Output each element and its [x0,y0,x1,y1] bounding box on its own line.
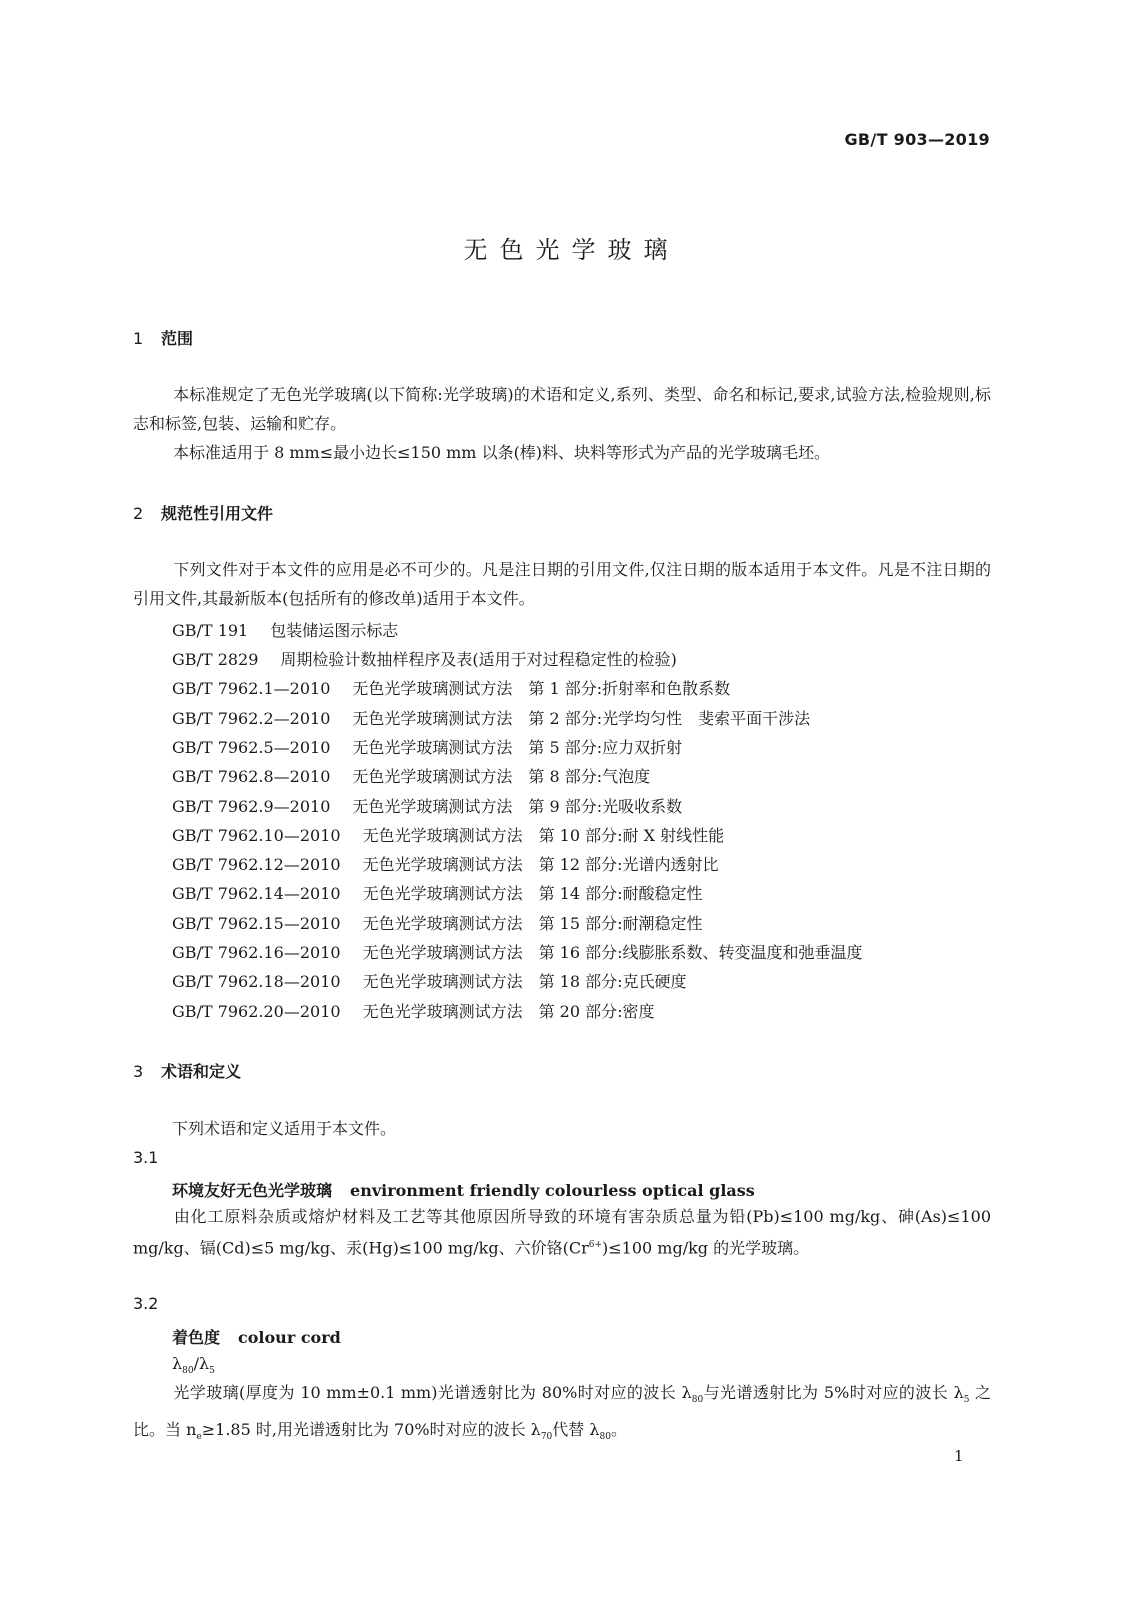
paragraph-text: 下列文件对于本文件的应用是必不可少的。凡是注日期的引用文件,仅注日期的版本适用于本文件。凡是不注日期的引用文件,其最新版本(包括所有的修改单)适用于本文件。 [133,560,991,608]
reference-code: GB/T 7962.16—2010 [172,943,341,962]
term-heading [172,1178,755,1201]
definition-text: 光学玻璃(厚度为 10 mm±0.1 mm)光谱透射比为 80%时对应的波长 λ [173,1383,692,1402]
reference-title: 周期检验计数抽样程序及表(适用于对过程稳定性的检验) [280,650,677,669]
document-code: GB/T 903—2019 [844,130,990,149]
term-definition [133,1202,991,1262]
term-number: 3.1 [133,1148,159,1167]
reference-item [172,852,719,875]
definition-text: 。 [610,1420,627,1440]
definition-text: 代替 λ [552,1420,600,1440]
term-english: environment friendly colourless optical glass [350,1181,755,1200]
definition-text: )≤100 mg/kg 的光学玻璃。 [602,1238,810,1258]
section-number: 1 [133,329,144,348]
reference-title: 无色光学玻璃测试方法 第 15 部分:耐潮稳定性 [362,914,703,933]
reference-code: GB/T 7962.12—2010 [172,855,341,874]
reference-code: GB/T 191 [172,621,249,640]
section-2-intro [133,555,991,613]
reference-title: 无色光学玻璃测试方法 第 8 部分:气泡度 [352,767,651,786]
reference-code: GB/T 7962.8—2010 [172,767,331,786]
definition-text: 之比。当 n [133,1383,991,1440]
reference-item [172,999,655,1022]
reference-title: 无色光学玻璃测试方法 第 14 部分:耐酸稳定性 [362,884,703,903]
reference-item [172,911,703,934]
reference-code: GB/T 7962.9—2010 [172,797,331,816]
term-heading [172,1325,341,1348]
definition-text: 由化工原料杂质或熔炉材料及工艺等其他原因所导致的环境有害杂质总量为铅(Pb)≤100 mg/kg、砷(As)≤100 mg/kg、镉(Cd)≤5 mg/kg、汞(Hg)≤100 mg/kg、六价铬(Cr [133,1207,991,1258]
section-title: 术语和定义 [161,1062,242,1081]
subscript: 5 [209,1366,215,1377]
symbol-text: /λ [193,1354,210,1373]
symbol-text: λ [172,1354,183,1373]
reference-title: 无色光学玻璃测试方法 第 10 部分:耐 X 射线性能 [362,826,725,845]
reference-title: 无色光学玻璃测试方法 第 5 部分:应力双折射 [352,738,683,757]
reference-item [172,647,677,670]
section-title: 范围 [161,329,194,348]
reference-item [172,764,650,787]
subscript: 5 [963,1395,970,1406]
reference-item [172,969,687,992]
section-number: 3 [133,1062,144,1081]
reference-title: 包装储运图示标志 [270,621,399,640]
term-chinese: 环境友好无色光学玻璃 [172,1181,333,1200]
reference-title: 无色光学玻璃测试方法 第 20 部分:密度 [362,1002,655,1021]
reference-item [172,618,398,641]
reference-item [172,794,682,817]
paragraph-text: 本标准规定了无色光学玻璃(以下简称:光学玻璃)的术语和定义,系列、类型、命名和标记,要求,试验方法,检验规则,标志和标签,包装、运输和贮存。 [133,385,991,433]
section-1-paragraph-1 [133,380,991,438]
reference-item [172,823,724,846]
definition-text: ≥1.85 时,用光谱透射比为 70%时对应的波长 λ [201,1420,541,1440]
reference-code: GB/T 7962.5—2010 [172,738,331,757]
term-definition [133,1378,991,1452]
section-number: 2 [133,504,144,523]
section-3-heading [133,1059,241,1082]
section-2-heading [133,501,273,524]
reference-code: GB/T 7962.18—2010 [172,972,341,991]
reference-code: GB/T 7962.2—2010 [172,709,331,728]
section-title: 规范性引用文件 [161,504,274,523]
reference-code: GB/T 2829 [172,650,259,669]
subscript: 70 [540,1432,553,1443]
section-3-intro: 下列术语和定义适用于本文件。 [172,1119,397,1138]
reference-item [172,706,810,729]
reference-item [172,940,863,963]
superscript: 6+ [588,1240,602,1250]
subscript: 80 [691,1395,704,1406]
subscript: 80 [182,1366,194,1377]
term-symbol [172,1354,215,1376]
reference-item [172,735,682,758]
section-1-paragraph-2 [133,438,991,467]
reference-item [172,881,703,904]
subscript: 80 [599,1432,611,1443]
paragraph-text: 本标准适用于 8 mm≤最小边长≤150 mm 以条(棒)料、块料等形式为产品的光学玻璃毛坯。 [173,443,831,462]
page-number: 1 [954,1447,964,1465]
document-title: 无色光学玻璃 [463,236,680,264]
reference-code: GB/T 7962.20—2010 [172,1002,341,1021]
reference-code: GB/T 7962.15—2010 [172,914,341,933]
subscript: e [196,1432,202,1443]
reference-code: GB/T 7962.14—2010 [172,884,341,903]
reference-title: 无色光学玻璃测试方法 第 18 部分:克氏硬度 [362,972,687,991]
reference-code: GB/T 7962.1—2010 [172,679,331,698]
term-chinese: 着色度 [172,1328,221,1347]
term-english: colour cord [238,1328,341,1347]
reference-title: 无色光学玻璃测试方法 第 9 部分:光吸收系数 [352,797,683,816]
term-number: 3.2 [133,1294,159,1313]
reference-item [172,676,730,699]
reference-title: 无色光学玻璃测试方法 第 2 部分:光学均匀性 斐索平面干涉法 [352,709,811,728]
reference-title: 无色光学玻璃测试方法 第 16 部分:线膨胀系数、转变温度和弛垂温度 [362,943,863,962]
definition-text: 与光谱透射比为 5%时对应的波长 λ [703,1383,964,1402]
reference-title: 无色光学玻璃测试方法 第 1 部分:折射率和色散系数 [352,679,731,698]
reference-title: 无色光学玻璃测试方法 第 12 部分:光谱内透射比 [362,855,719,874]
reference-code: GB/T 7962.10—2010 [172,826,341,845]
section-1-heading [133,326,193,349]
